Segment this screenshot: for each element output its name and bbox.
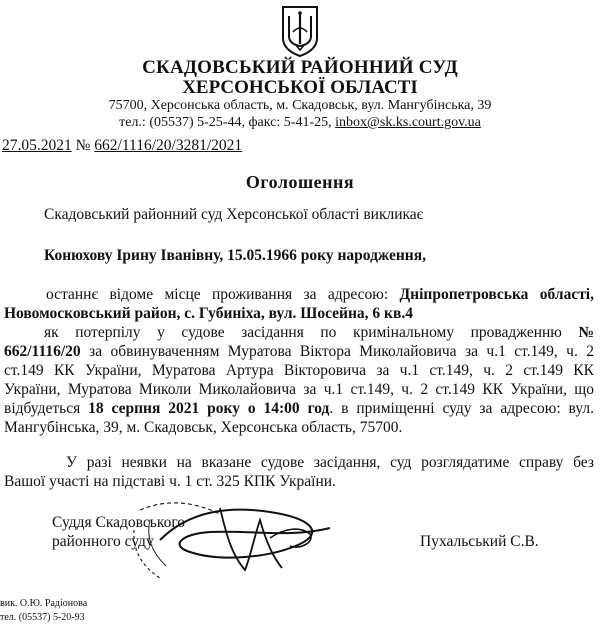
judge-name: Пухальський С.В.	[420, 533, 539, 550]
case-number: 662/1116/20	[4, 343, 81, 360]
line8-b: . в приміщенні суду за адресою: вул.	[329, 400, 594, 417]
document-title: Оголошення	[245, 172, 355, 192]
notice-line2: Вашої участі на підставі ч. 1 ст. 325 КПК України.	[4, 473, 336, 490]
line8-hearing	[88, 400, 594, 417]
reference-number-sign: №	[75, 137, 91, 154]
court-contacts	[0, 115, 600, 131]
body-line7: України, Муратова Миколи Миколайовича за ч.1 ст.149, ч. 2 ст.149 КК України, що	[4, 381, 594, 398]
body-line4	[44, 324, 594, 342]
notice-line1: У разі неявки на вказане судове засідання, суд розглядатиме справу без	[66, 454, 594, 471]
body-line6: ст.149 КК України, Муратова Артура Вікторовича за ч.1 ст.149, ч. 2 ст.149 КК	[4, 362, 594, 379]
document-reference	[2, 137, 242, 155]
signatory-position-line1: Суддя Скадовського	[52, 514, 186, 531]
court-address: 75700, Херсонська область, м. Скадовськ, вул. Мангубінська, 39	[108, 98, 492, 113]
court-name-line1: СКАДОВСЬКИЙ РАЙОННИЙ СУД	[142, 57, 458, 78]
handwritten-signature	[150, 498, 340, 578]
body-line9: Мангубінська, 39, м. Скадовськ, Херсонська область, 75700.	[4, 419, 403, 436]
line8-a: відбудеться	[4, 400, 81, 417]
coat-of-arms-icon	[280, 4, 320, 58]
body-line5	[4, 343, 594, 361]
line4-number-sign: №	[578, 324, 595, 341]
line5-text: за обвинуваченням Муратова Віктора Миколайовича за ч.1 ст.149, ч. 2	[89, 343, 594, 360]
contacts-phones: тел.: (05537) 5-25-44, факс: 5-41-25,	[119, 115, 336, 130]
executor: вик. О.Ю. Радіонова	[0, 598, 88, 609]
reference-number: 662/1116/20/3281/2021	[94, 137, 243, 154]
person-name: Конюхову Ірину Іванівну, 15.05.1966 року народження,	[44, 247, 426, 264]
address-prefix: останнє відоме місце проживання за адресою:	[46, 286, 389, 303]
signatory-position-line2: районного суду	[52, 533, 154, 550]
email-link[interactable]: inbox@sk.ks.court.gov.ua	[335, 115, 481, 130]
line4-text: як потерпілу у судове засідання по кримінальному провадженню	[44, 324, 562, 341]
intro-text: Скадовський районний суд Херсонської області викликає	[44, 206, 424, 223]
reference-date: 27.05.2021	[2, 137, 72, 154]
executor-phone: тел. (05537) 5-20-93	[0, 612, 85, 623]
court-name-line2: ХЕРСОНСЬКОЇ ОБЛАСТІ	[182, 77, 418, 98]
address-bold-1: Дніпропетровська області,	[399, 286, 594, 303]
body-line8	[4, 400, 594, 418]
address-line1	[46, 286, 594, 304]
address-bold-2: Новомосковський район, с. Губиніха, вул. Шосейна, 6 кв.4	[4, 305, 413, 322]
hearing-datetime: 18 серпня 2021 року о 14:00 год	[88, 400, 330, 417]
